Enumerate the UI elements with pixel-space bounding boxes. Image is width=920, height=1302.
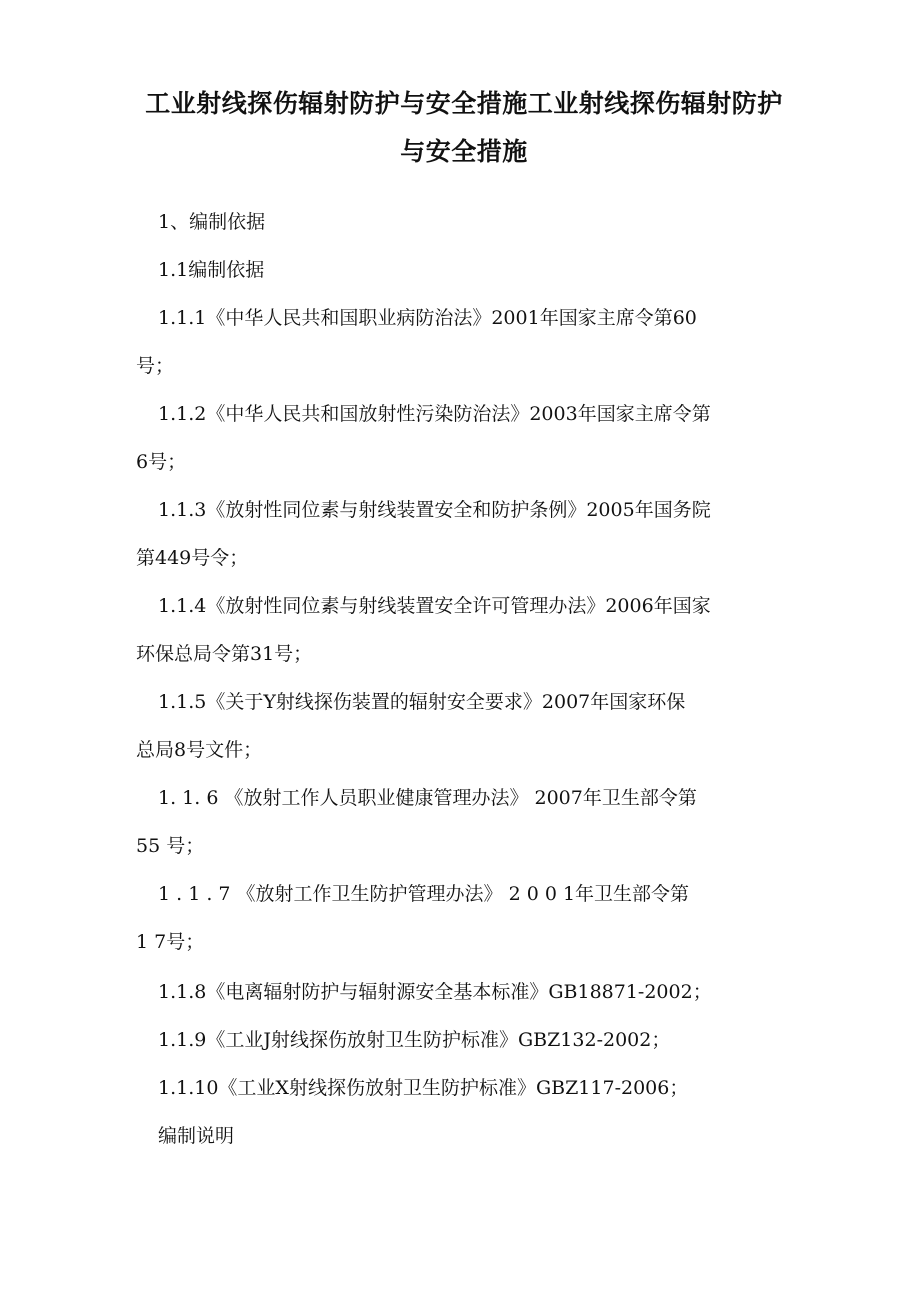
reference-item-4-continuation: 环保总局令第31号； <box>136 643 313 665</box>
reference-item-8: 1.1.8《电离辐射防护与辐射源安全基本标准》GB18871-2002； <box>158 981 712 1003</box>
reference-item-4: 1.1.4《放射性同位素与射线装置安全许可管理办法》2006年国家 <box>158 595 711 617</box>
reference-item-3-continuation: 第449号令； <box>136 547 249 569</box>
reference-item-7-continuation: 1 7号； <box>136 931 205 953</box>
reference-item-5: 1.1.5《关于Y射线探伤装置的辐射安全要求》2007年国家环保 <box>158 691 686 713</box>
reference-item-6: 1. 1. 6 《放射工作人员职业健康管理办法》 2007年卫生部令第 <box>158 787 697 809</box>
subsection-heading: 1.1编制依据 <box>158 259 265 281</box>
reference-item-1-continuation: 号； <box>136 355 175 377</box>
reference-item-2: 1.1.2《中华人民共和国放射性污染防治法》2003年国家主席令第 <box>158 403 711 425</box>
reference-item-3: 1.1.3《放射性同位素与射线装置安全和防护条例》2005年国务院 <box>158 499 711 521</box>
reference-item-10: 1.1.10《工业X射线探伤放射卫生防护标准》GBZ117-2006； <box>158 1077 689 1099</box>
reference-item-9: 1.1.9《工业J射线探伤放射卫生防护标准》GBZ132-2002； <box>158 1029 671 1051</box>
reference-item-2-continuation: 6号； <box>136 451 187 473</box>
reference-item-5-continuation: 总局8号文件； <box>136 739 263 761</box>
document-title: 工业射线探伤辐射防护与安全措施工业射线探伤辐射防护与安全措施 <box>145 89 783 166</box>
section-heading: 1、编制依据 <box>158 211 266 233</box>
reference-item-6-continuation: 55 号； <box>136 835 205 857</box>
closing-heading: 编制说明 <box>158 1125 235 1147</box>
reference-item-1: 1.1.1《中华人民共和国职业病防治法》2001年国家主席令第60 <box>158 307 697 329</box>
reference-item-7: 1 . 1 . 7 《放射工作卫生防护管理办法》 2 0 0 1年卫生部令第 <box>158 883 690 905</box>
